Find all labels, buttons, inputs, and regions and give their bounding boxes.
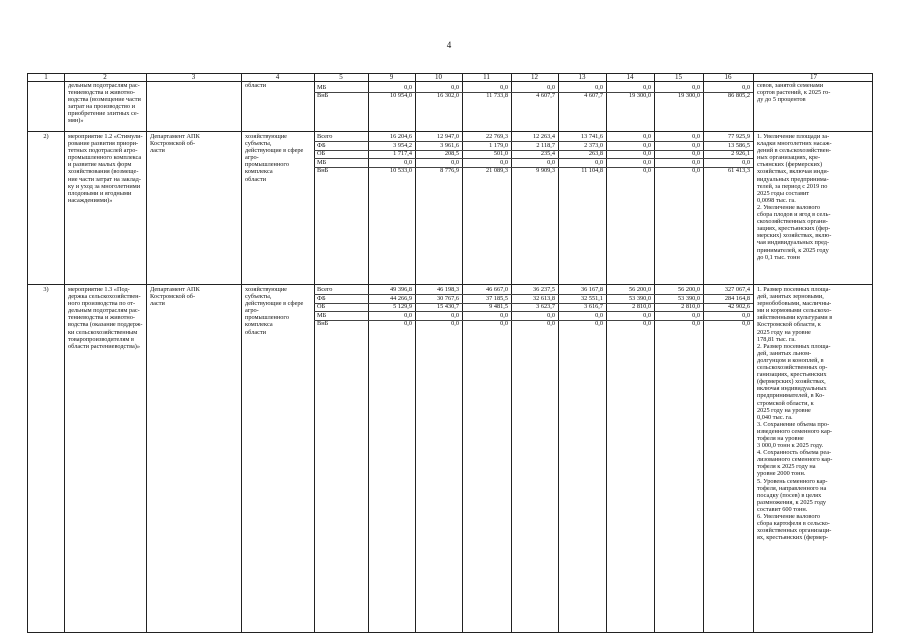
funding-value: 15 430,7 xyxy=(436,303,459,310)
funding-value: 13 741,6 xyxy=(580,133,603,140)
funding-source: ВнБ xyxy=(317,167,329,174)
funding-value: 0,0 xyxy=(643,158,651,166)
funding-value: 86 805,2 xyxy=(727,92,750,99)
row2-result: 1. Размер посевных площа- дей, занятых зерновыми, зернобобовыми, масличны- ми и кормовыми сельскохо- зяйственными культурами в Костромской области, к 2025 году на уровне 178,81 тыс. га. 2. Размер посевных площа- дей, занятых льном- долгунцом и коноплей, в сельскохозяйственных ор- ганизациях, крестьянских (фермерских) хозяйствах, включая индивидуальных предпринимателей, в Ко- стромской области, к 2025 году на уровне 0,040 тыс. га. 3. Сохранение объема про- изведенного семенного кар- тофеля на уровне 3 000,0 тонн к 2025 году. 4. Сохранность объема реа- лизованного семенного кар- тофеля к 2025 году на уровне 2000 тонн. 5. Уровень семенного кар- тофеля, направленного на посадку (посев) в целях размножения, к 2025 году составит 600 тонн. 6. Увеличение валового сбора картофеля в сельско- хозяйственных организаци- ях, крестьянских (фермер- xyxy=(757,286,833,542)
funding-value: 3 954,2 xyxy=(393,141,412,149)
column-header: 15 xyxy=(675,73,682,81)
funding-value: 2 118,7 xyxy=(536,141,555,149)
funding-value: 37 185,5 xyxy=(485,294,508,302)
funding-value: 0,0 xyxy=(404,84,412,91)
funding-value: 0,0 xyxy=(547,158,555,166)
funding-value: 9 909,3 xyxy=(536,167,555,174)
funding-value: 0,0 xyxy=(451,84,459,91)
funding-value: 0,0 xyxy=(643,320,651,327)
row1-measure: мероприятие 1.2 «Стимули- рование развития приори- тетных подотраслей агро- промышленного комплекса и развитие малых форм хозяйствования (возмеще- ние части затрат на заклад- ку и уход за многолетними плодовыми и ягодными насаждениями)» xyxy=(68,133,143,204)
funding-value: 501,0 xyxy=(493,150,508,157)
row-divider xyxy=(28,131,872,132)
row0-result: севов, занятой семенами сортов растений, к 2025 го- ду до 5 процентов xyxy=(757,82,831,104)
funding-value: 12 263,4 xyxy=(532,133,555,140)
funding-source: Всего xyxy=(317,286,333,293)
funding-value: 0,0 xyxy=(692,133,700,140)
column-header: 12 xyxy=(531,73,538,81)
funding-value: 11 104,8 xyxy=(581,167,603,174)
funding-value: 77 925,9 xyxy=(727,133,750,140)
funding-value: 327 067,4 xyxy=(724,286,750,293)
column-header: 10 xyxy=(435,73,442,81)
funding-value: 49 396,8 xyxy=(389,286,412,293)
funding-value: 0,0 xyxy=(643,150,651,157)
funding-value: 0,0 xyxy=(692,311,700,319)
funding-value: 0,0 xyxy=(404,158,412,166)
row-divider xyxy=(28,284,872,285)
funding-value: 0,0 xyxy=(692,320,700,327)
funding-value: 9 481,5 xyxy=(489,303,508,310)
row2-measure: мероприятие 1.3 «Под- держка сельскохозяйствен- ного производства по от- дельным подотраслям рас- тениеводства и животно- водства (оказание поддерж- ки сельскохозяйственным товаропроизводителям в области растениеводства)» xyxy=(68,286,143,350)
funding-value: 0,0 xyxy=(692,150,700,157)
funding-value: 32 551,1 xyxy=(580,294,603,302)
funding-value: 0,0 xyxy=(643,133,651,140)
funding-value: 30 767,6 xyxy=(436,294,459,302)
funding-value: 61 413,3 xyxy=(727,167,750,174)
row0-measure: дельным подотраслям рас- тениеводства и животно- водства (возмещение части затрат на производство и приобретение элитных се- мян)» xyxy=(68,82,141,125)
funding-value: 0,0 xyxy=(500,311,508,319)
row2-executor: Департамент АПК Костромской об- ласти xyxy=(150,286,200,308)
funding-value: 56 200,0 xyxy=(628,286,651,293)
funding-value: 0,0 xyxy=(742,311,750,319)
row2-number: 3) xyxy=(43,286,49,293)
column-header: 17 xyxy=(810,73,817,81)
funding-value: 19 300,0 xyxy=(628,92,651,99)
column-divider xyxy=(64,74,65,632)
funding-value: 21 089,3 xyxy=(485,167,508,174)
funding-value: 8 776,9 xyxy=(440,167,459,174)
funding-value: 0,0 xyxy=(451,311,459,319)
funding-value: 4 607,7 xyxy=(584,92,603,99)
funding-value: 0,0 xyxy=(643,311,651,319)
program-table xyxy=(27,73,873,633)
funding-source: ОБ xyxy=(317,303,326,310)
funding-value: 0,0 xyxy=(500,158,508,166)
funding-value: 0,0 xyxy=(404,320,412,327)
funding-value: 0,0 xyxy=(742,320,750,327)
funding-source: Всего xyxy=(317,133,333,140)
funding-source: МБ xyxy=(317,311,327,319)
funding-value: 4 607,7 xyxy=(536,92,555,99)
funding-value: 0,0 xyxy=(547,320,555,327)
funding-value: 16 302,0 xyxy=(436,92,459,99)
funding-value: 2 926,1 xyxy=(731,150,750,157)
column-divider xyxy=(241,74,242,632)
funding-source: ВнБ xyxy=(317,320,329,327)
funding-value: 0,0 xyxy=(451,320,459,327)
funding-value: 0,0 xyxy=(547,311,555,319)
header-divider xyxy=(28,81,872,82)
column-header: 13 xyxy=(578,73,586,81)
funding-value: 12 947,0 xyxy=(436,133,459,140)
column-header: 5 xyxy=(339,73,343,81)
funding-value: 42 902,6 xyxy=(727,303,750,310)
column-divider xyxy=(753,74,754,632)
funding-value: 0,0 xyxy=(500,320,508,327)
funding-source: МБ xyxy=(317,158,327,166)
funding-value: 208,5 xyxy=(444,150,459,157)
funding-source: ФБ xyxy=(317,294,326,302)
funding-value: 0,0 xyxy=(692,84,700,91)
funding-value: 2 373,0 xyxy=(584,141,603,149)
funding-value: 36 237,5 xyxy=(532,286,555,293)
funding-value: 0,0 xyxy=(742,84,750,91)
funding-value: 46 198,3 xyxy=(436,286,459,293)
funding-source: МБ xyxy=(317,84,327,91)
funding-value: 32 613,8 xyxy=(532,294,555,302)
row1-result: 1. Увеличение площади за- кладки многолетних насаж- дений в сельскохозяйствен- ных организациях, кре- стьянских (фермерских) хозяйствах, включая инди- видуальных предпринима- телей, за период с 2019 по 2025 годы составит 0,0098 тыс. га. 2. Увеличение валового сбора плодов и ягод в сель- скохозяйственных органи- зациях, крестьянских (фер- мерских) хозяйствах, вклю- чая индивидуальных пред- принимателей, к 2025 году до 0,1 тыс. тонн xyxy=(757,133,832,261)
row1-executor: Департамент АПК Костромской об- ласти xyxy=(150,133,200,155)
funding-value: 3 623,7 xyxy=(536,303,555,310)
funding-value: 0,0 xyxy=(595,158,603,166)
funding-value: 0,0 xyxy=(643,84,651,91)
funding-value: 263,8 xyxy=(588,150,603,157)
funding-value: 0,0 xyxy=(595,311,603,319)
row0-participants: области xyxy=(245,82,267,89)
funding-value: 0,0 xyxy=(404,311,412,319)
column-header: 3 xyxy=(191,73,196,81)
funding-value: 0,0 xyxy=(595,320,603,327)
row1-participants: хозяйствующие субъекты, действующие в сфере агро- промышленного комплекса области xyxy=(245,133,304,183)
column-header: 14 xyxy=(626,73,634,81)
funding-value: 22 769,3 xyxy=(485,133,508,140)
funding-value: 0,0 xyxy=(595,84,603,91)
column-header: 11 xyxy=(483,73,490,81)
funding-value: 56 200,0 xyxy=(677,286,700,293)
row2-participants: хозяйствующие субъекты, действующие в сфере агро- промышленного комплекса области xyxy=(245,286,304,336)
funding-value: 36 167,8 xyxy=(580,286,603,293)
funding-value: 0,0 xyxy=(643,141,651,149)
funding-source: ОБ xyxy=(317,150,326,157)
page-number: 4 xyxy=(446,40,452,50)
funding-value: 5 129,9 xyxy=(393,303,412,310)
funding-value: 19 300,0 xyxy=(677,92,700,99)
funding-value: 0,0 xyxy=(547,84,555,91)
funding-value: 53 390,0 xyxy=(677,294,700,302)
column-header: 4 xyxy=(275,73,280,81)
funding-value: 0,0 xyxy=(742,158,750,166)
funding-value: 10 533,0 xyxy=(389,167,412,174)
funding-value: 0,0 xyxy=(643,167,651,174)
funding-value: 235,4 xyxy=(540,150,555,157)
funding-value: 0,0 xyxy=(451,158,459,166)
funding-source: ФБ xyxy=(317,141,326,149)
funding-source: ВнБ xyxy=(317,92,329,99)
funding-value: 2 810,0 xyxy=(632,303,651,310)
funding-value: 3 961,6 xyxy=(440,141,459,149)
funding-value: 16 204,6 xyxy=(389,133,412,140)
funding-value: 1 179,0 xyxy=(489,141,508,149)
column-header: 2 xyxy=(103,73,107,81)
column-header: 1 xyxy=(44,73,48,81)
funding-value: 44 266,9 xyxy=(389,294,412,302)
funding-value: 0,0 xyxy=(500,84,508,91)
funding-value: 2 810,0 xyxy=(681,303,700,310)
funding-value: 1 717,4 xyxy=(393,150,412,157)
row1-number: 2) xyxy=(43,133,49,140)
funding-value: 284 164,8 xyxy=(724,294,750,302)
column-header: 16 xyxy=(724,73,732,81)
funding-value: 0,0 xyxy=(692,158,700,166)
funding-value: 53 390,0 xyxy=(628,294,651,302)
funding-value: 0,0 xyxy=(692,167,700,174)
funding-value: 0,0 xyxy=(692,141,700,149)
funding-value: 11 733,8 xyxy=(486,92,508,99)
funding-value: 46 667,0 xyxy=(485,286,508,293)
funding-value: 3 616,7 xyxy=(584,303,603,310)
column-divider xyxy=(146,74,147,632)
column-header: 9 xyxy=(389,73,394,81)
funding-value: 10 954,0 xyxy=(389,92,412,99)
funding-value: 13 586,5 xyxy=(727,141,750,149)
